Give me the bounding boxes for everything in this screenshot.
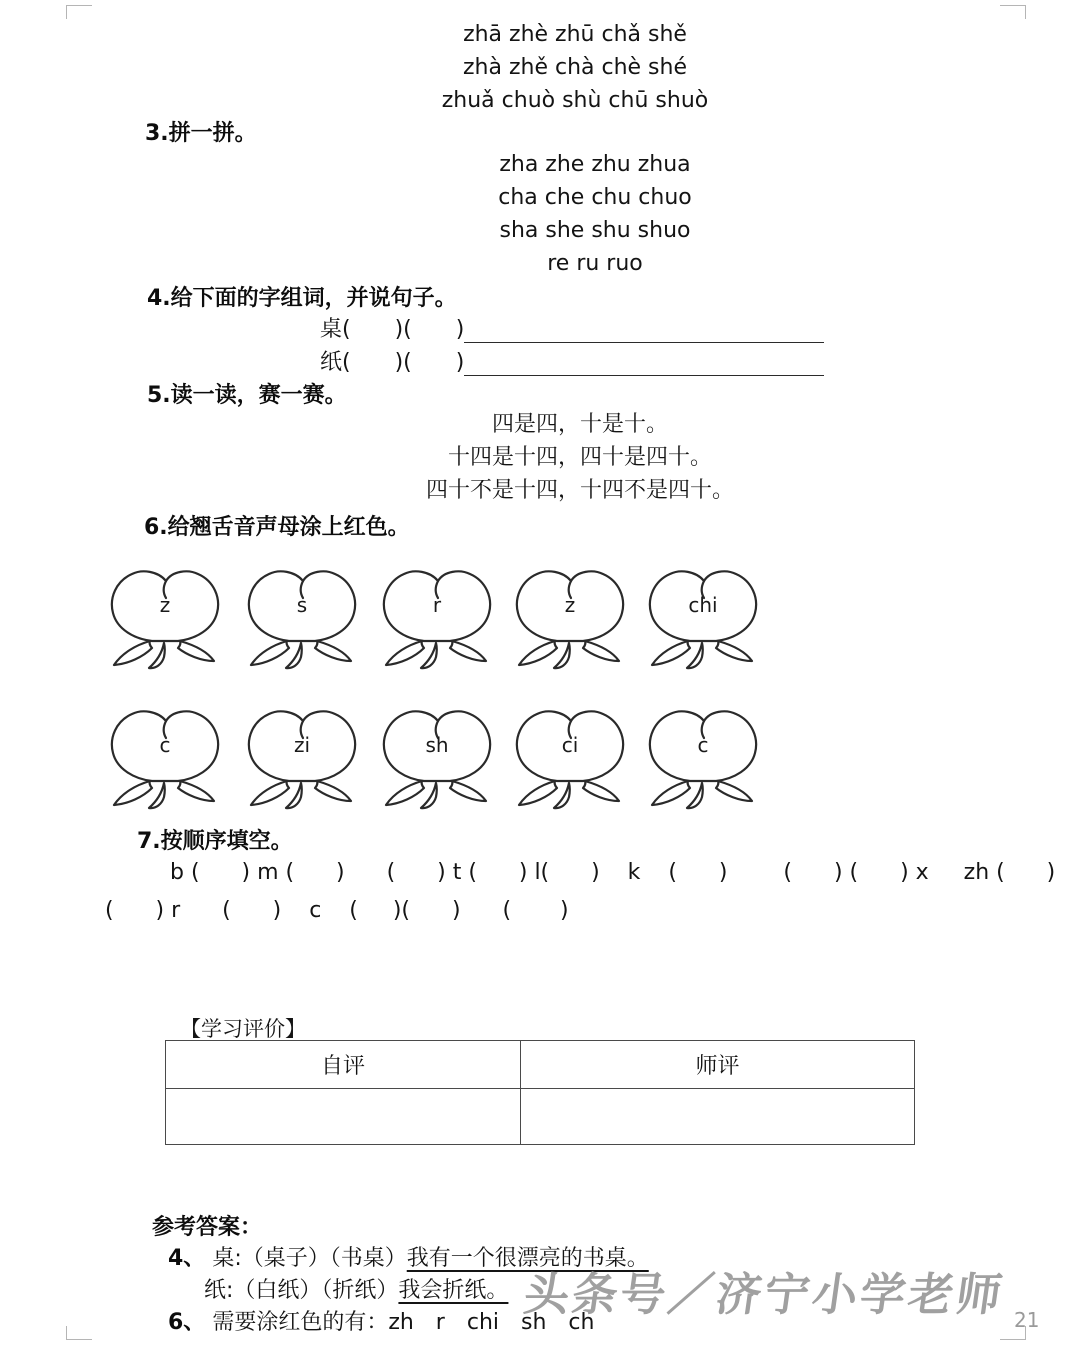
peach-item (505, 705, 635, 813)
peach-item (638, 565, 768, 673)
peach-letter: chi (688, 593, 718, 617)
teacher-eval-header: 师评 (521, 1041, 915, 1089)
page-number: 21 (1014, 1308, 1040, 1332)
peach-letter: zi (293, 733, 311, 757)
fill-in-line-1: b ( ) m ( ) ( ) t ( ) l( ) k ( ) ( ) ( ) x zh ( ) (170, 860, 1056, 885)
peach-letter: c (697, 733, 709, 757)
evaluation-header-row (166, 1041, 915, 1089)
answers-title: 参考答案： (152, 1215, 263, 1240)
answer-text: 纸:（白纸）（折纸） (204, 1278, 399, 1303)
self-eval-header: 自评 (166, 1041, 521, 1089)
pinyin-line: cha che chu chuo (498, 185, 692, 210)
peach-item (372, 565, 502, 673)
teacher-eval-cell (521, 1089, 915, 1145)
answer-number: 4、 (168, 1246, 206, 1271)
pinyin-line: zha zhe zhu zhua (499, 152, 691, 177)
peach-letter: r (432, 593, 442, 617)
rhyme-line: 十四是十四，四十是四十。 (447, 445, 712, 470)
crop-mark-top-left (66, 5, 92, 19)
rhyme-line: 四是四，十是十。 (491, 412, 668, 437)
peach-icon (505, 705, 635, 813)
evaluation-empty-row (166, 1089, 915, 1145)
peach-item (100, 565, 230, 673)
section5-heading: 5.读一读，赛一赛。 (147, 383, 347, 408)
word-row-zhi (320, 345, 824, 376)
rhyme-line: 四十不是十四，十四不是四十。 (425, 478, 734, 503)
pinyin-tone-block (300, 18, 850, 117)
peach-item (638, 705, 768, 813)
fill-in-line-2: ( ) r ( ) c ( )( ) ( ) (105, 898, 569, 923)
peach-letter: z (159, 593, 171, 617)
answer-sentence-underlined: 我会折纸。 (398, 1278, 509, 1303)
word-row-zhuo (320, 312, 824, 343)
section3-heading: 3.拼一拼。 (145, 121, 257, 146)
crop-mark-bottom-left (66, 1326, 92, 1340)
answer-text: 桌:（桌子）（书桌） (212, 1246, 407, 1271)
evaluation-title: 【学习评价】 (180, 1017, 306, 1041)
peach-letter: c (159, 733, 171, 757)
section4-heading: 4.给下面的字组词，并说句子。 (147, 286, 457, 311)
section3-pinyin-block (380, 148, 810, 280)
pinyin-tone-line: zhuǎ chuò shù chū shuò (441, 88, 709, 113)
pinyin-tone-line: zhà zhě chà chè shé (462, 55, 687, 80)
peach-icon (237, 705, 367, 813)
pinyin-line: sha she shu shuo (499, 218, 691, 243)
section6-heading: 6.给翘舌音声母涂上红色。 (144, 515, 410, 540)
peach-icon (372, 565, 502, 673)
peach-icon (100, 705, 230, 813)
section7-heading: 7.按顺序填空。 (137, 829, 293, 854)
peach-icon (505, 565, 635, 673)
peach-letter: s (296, 593, 308, 617)
peach-item (372, 705, 502, 813)
answer-number: 6、 (168, 1310, 206, 1335)
answer-sentence-underlined: 我有一个很漂亮的书桌。 (406, 1246, 649, 1271)
answer-text: 需要涂红色的有：zh r chi sh ch (212, 1310, 595, 1335)
peach-item (237, 565, 367, 673)
evaluation-table (165, 1040, 915, 1145)
peach-item (505, 565, 635, 673)
peach-item (100, 705, 230, 813)
word-row-text: 桌( )( ) (320, 317, 465, 342)
section5-rhyme-block (330, 408, 830, 507)
peach-icon (100, 565, 230, 673)
peach-letter: ci (561, 733, 579, 757)
pinyin-line: re ru ruo (547, 251, 643, 276)
peach-letter: sh (425, 733, 449, 757)
watermark-text: 头条号／济宁小学老师 (520, 1268, 1009, 1321)
peach-icon (638, 565, 768, 673)
self-eval-cell (166, 1089, 521, 1145)
peach-icon (237, 565, 367, 673)
answer-blank-line (464, 319, 824, 343)
peach-item (237, 705, 367, 813)
peach-icon (372, 705, 502, 813)
word-row-text: 纸( )( ) (320, 350, 465, 375)
answer-blank-line (464, 352, 824, 376)
peach-icon (638, 705, 768, 813)
answer-line-4b (204, 1273, 508, 1304)
crop-mark-top-right (1000, 5, 1026, 19)
pinyin-tone-line: zhā zhè zhū chǎ shě (463, 22, 687, 47)
peach-letter: z (564, 593, 576, 617)
